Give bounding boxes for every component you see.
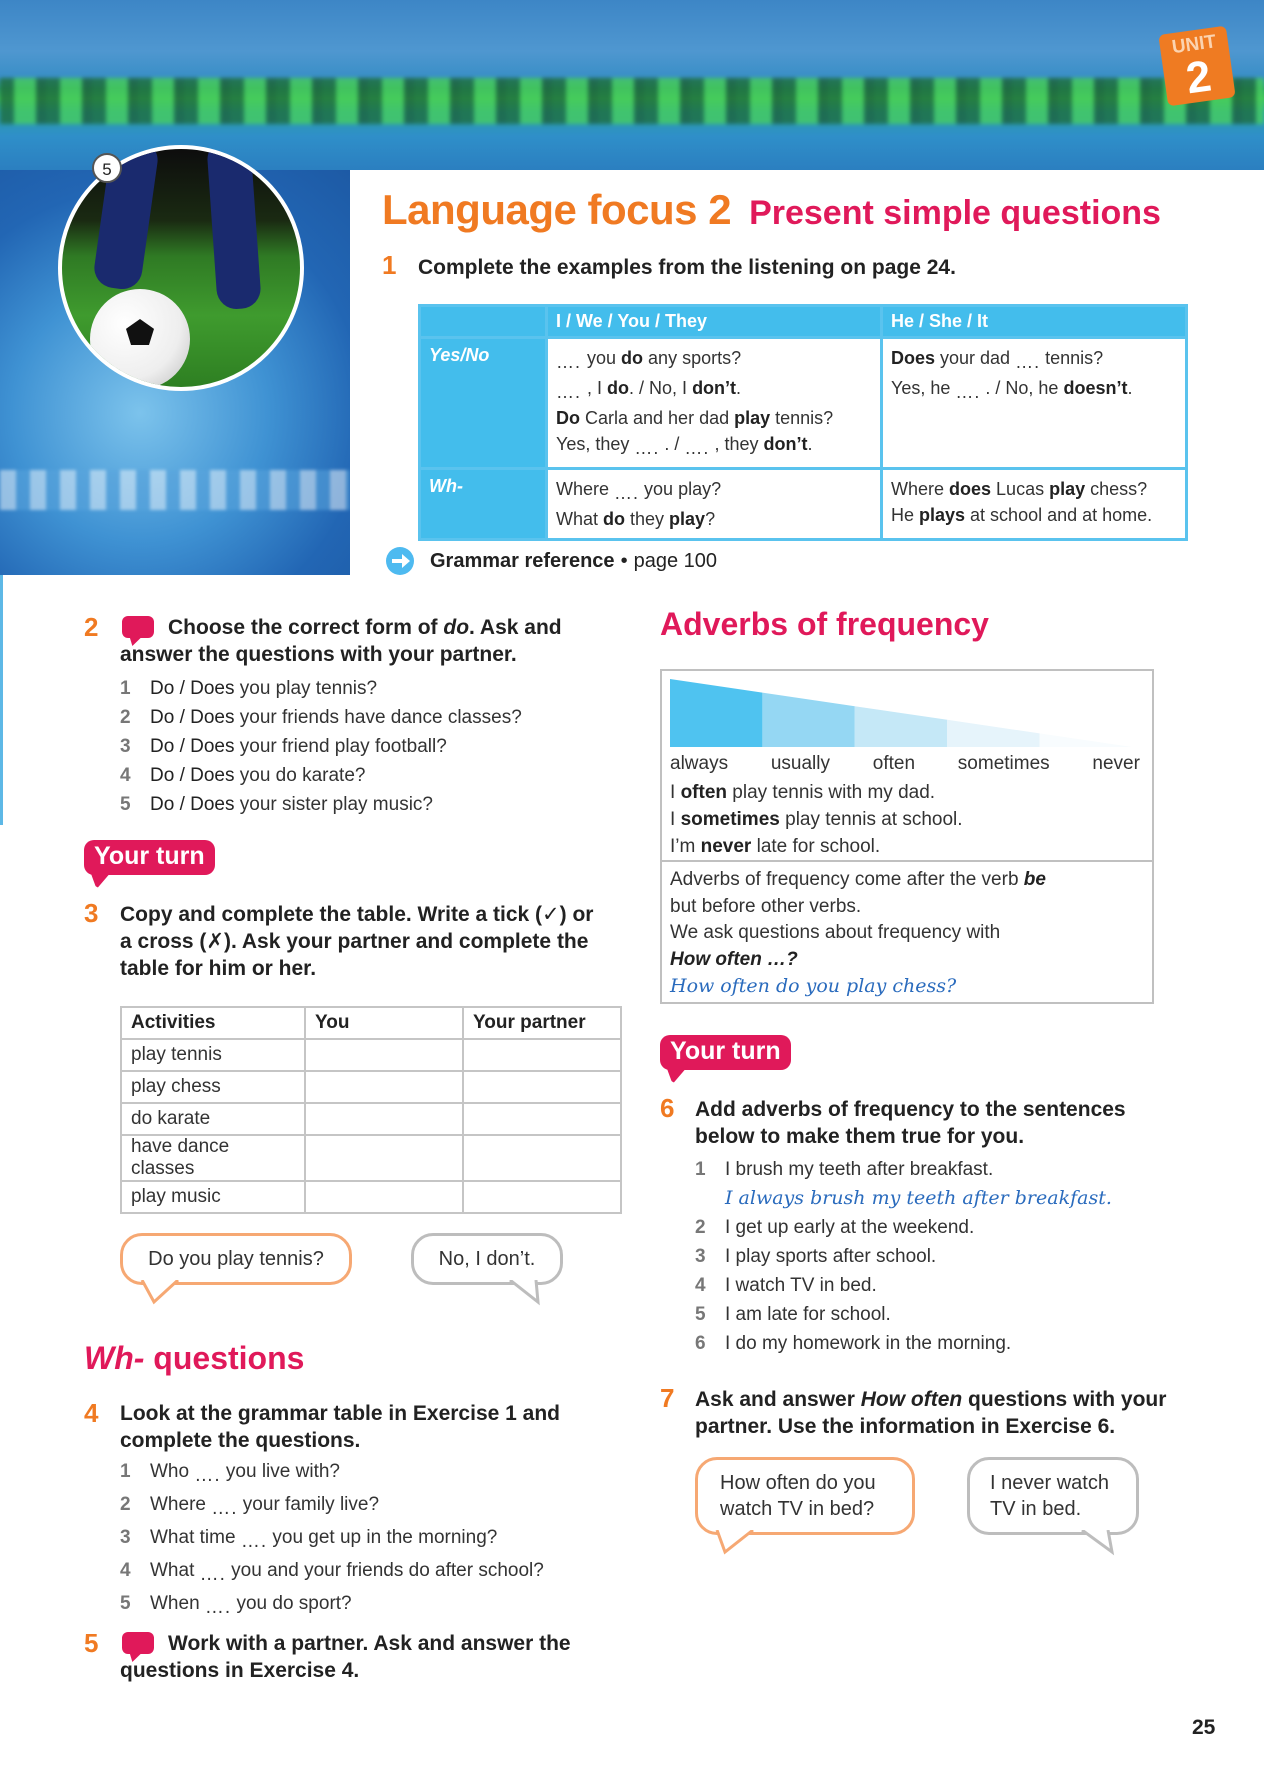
rule-emphasis: be: [1023, 869, 1046, 890]
you-cell[interactable]: [305, 1181, 463, 1213]
unit-badge: [1158, 26, 1235, 107]
exercise-7-instruction: [695, 1386, 1205, 1440]
text: you: [587, 348, 622, 368]
text: , I: [587, 378, 608, 398]
cell-line: [556, 476, 872, 506]
item-number: 1: [695, 1159, 706, 1180]
item-number: 4: [120, 1560, 131, 1581]
example-line: [670, 833, 963, 860]
speech-bubble-question: [120, 1233, 352, 1285]
choice[interactable]: Do / Does: [150, 707, 235, 728]
blank[interactable]: ….: [634, 438, 660, 458]
text: tennis?: [770, 408, 834, 428]
partner-cell[interactable]: [463, 1181, 621, 1213]
adverbs-heading: Adverbs of frequency: [660, 606, 989, 642]
text: What: [556, 509, 604, 529]
ex-text: I’m: [670, 836, 701, 857]
grammar-cell: [882, 469, 1187, 540]
bold-text: do: [603, 509, 626, 529]
adverb-rules: [670, 867, 1046, 1000]
partner-cell[interactable]: [463, 1039, 621, 1071]
ex-text: play tennis at school.: [779, 809, 963, 830]
list-item: [120, 761, 522, 790]
grammar-cell: [547, 469, 882, 540]
scale-label: never: [1092, 753, 1140, 774]
table-row: [121, 1071, 621, 1103]
exercise-5-instruction: Work with a partner. Ask and answer the questions in Exercise 4.: [120, 1632, 571, 1682]
you-cell[interactable]: [305, 1135, 463, 1181]
ex-text: late for school.: [751, 836, 881, 857]
exercise-4-list: [120, 1457, 544, 1622]
list-item: [120, 674, 522, 703]
text: Yes, they: [556, 434, 635, 454]
lane-rope: [0, 78, 1264, 124]
text: Lucas: [991, 479, 1050, 499]
grammar-cell: [882, 338, 1187, 469]
item-text: I get up early at the weekend.: [725, 1217, 975, 1238]
text: . /: [659, 434, 685, 454]
activity-cell: play chess: [121, 1071, 305, 1103]
exercise-2-number: 2: [84, 612, 99, 642]
exercise-1-instruction: Complete the examples from the listening on page 24.: [418, 256, 956, 279]
choice[interactable]: Do / Does: [150, 736, 235, 757]
your-turn-label: Your turn: [84, 840, 215, 875]
blank[interactable]: ….: [556, 382, 588, 402]
item-text: your family live?: [237, 1494, 380, 1515]
sock-right: [206, 145, 262, 310]
instr-text: Ask and answer: [695, 1388, 861, 1411]
title-subtitle: Present simple questions: [749, 194, 1161, 232]
bold-text: play: [669, 509, 706, 529]
scale-labels: [670, 753, 1140, 775]
header-cell: You: [305, 1007, 463, 1039]
blank[interactable]: ….: [211, 1498, 238, 1519]
header-cell: He / She / It: [882, 306, 1187, 338]
ex-text: I: [670, 809, 681, 830]
text: ?: [705, 509, 716, 529]
exercise-6-number: 6: [660, 1093, 675, 1123]
list-item: [120, 732, 522, 761]
speech-bubble-answer: [967, 1457, 1139, 1535]
activity-cell: have dance classes: [121, 1135, 305, 1181]
blank[interactable]: ….: [1015, 352, 1041, 372]
list-item: [120, 703, 522, 732]
bold-text: play: [734, 408, 771, 428]
bubble-tail: [715, 1530, 755, 1556]
blank[interactable]: ….: [955, 382, 981, 402]
bold-text: Does: [891, 348, 936, 368]
bold-text: don’t: [692, 378, 737, 398]
rule-line: [670, 867, 1046, 894]
bubble-tail: [508, 1280, 548, 1306]
activity-cell: play music: [121, 1181, 305, 1213]
cell-line: [891, 345, 1177, 375]
text: .: [736, 378, 742, 398]
item-number: 2: [120, 707, 131, 728]
instr-text: Choose the correct form of: [168, 616, 444, 639]
list-item: [695, 1155, 1112, 1184]
grammar-table-header: [420, 306, 1187, 338]
exercise-3-number: 3: [84, 898, 99, 928]
exercise-2-list: [120, 674, 522, 819]
football-photo: [58, 145, 304, 391]
scale-label: sometimes: [957, 753, 1050, 774]
cell-line: [891, 502, 1177, 528]
cell-line: [556, 506, 872, 532]
item-text: you and your friends do after school?: [225, 1560, 544, 1581]
blank[interactable]: ….: [194, 1465, 221, 1486]
item-text: I watch TV in bed.: [725, 1275, 877, 1296]
rule-line: We ask questions about frequency with: [670, 922, 1001, 943]
item-text: I do my homework in the morning.: [725, 1333, 1012, 1354]
football-icon: [90, 289, 190, 389]
grammar-row-wh: [420, 469, 1187, 540]
scale-label: always: [670, 753, 729, 774]
list-item: [695, 1271, 1112, 1300]
scale-label: usually: [770, 753, 830, 774]
heading-text: questions: [144, 1340, 305, 1376]
partner-cell[interactable]: [463, 1071, 621, 1103]
item-text: I am late for school.: [725, 1304, 891, 1325]
list-item: [120, 1523, 544, 1556]
unit-label: UNIT: [1170, 31, 1218, 59]
activity-cell: do karate: [121, 1103, 305, 1135]
bold-text: don’t: [763, 434, 808, 454]
example-question: How often do you play chess?: [670, 975, 957, 997]
text: you play?: [639, 479, 722, 499]
frequency-scale: [662, 671, 1156, 751]
item-text: you get up in the morning?: [267, 1527, 498, 1548]
grammar-reference-link[interactable]: [386, 547, 717, 575]
blank[interactable]: ….: [556, 352, 588, 372]
bold-text: does: [949, 479, 992, 499]
bubble-text: No, I don’t.: [438, 1248, 536, 1270]
page-title: [382, 186, 1161, 234]
example-line: [670, 779, 963, 806]
exercise-2-instruction: [120, 614, 610, 668]
table-row: [121, 1039, 621, 1071]
item-number: 3: [695, 1246, 706, 1267]
model-answer: I always brush my teeth after breakfast.: [725, 1187, 1112, 1209]
item-number: 5: [120, 1593, 131, 1614]
exercise-6-instruction: Add adverbs of frequency to the sentences below to make them true for you.: [695, 1098, 1126, 1148]
bubble-text: I never watch TV in bed.: [990, 1472, 1109, 1520]
scale-segment-never: [1040, 733, 1132, 747]
table-header: [121, 1007, 621, 1039]
item-number: 5: [695, 1304, 706, 1325]
blank[interactable]: ….: [614, 483, 640, 503]
bubble-text: How often do you watch TV in bed?: [720, 1472, 876, 1520]
ex-bold: often: [680, 782, 727, 803]
text: . / No, he: [980, 378, 1064, 398]
table-row: [121, 1181, 621, 1213]
list-item: [695, 1329, 1112, 1358]
text: Where: [556, 479, 615, 499]
grammar-table: [418, 304, 1188, 541]
item-number: 2: [695, 1217, 706, 1238]
item-number: 6: [695, 1333, 706, 1354]
table-row: [121, 1135, 621, 1181]
item-number: 3: [120, 736, 131, 757]
item-text: your sister play music?: [234, 794, 433, 815]
text: Where: [891, 479, 950, 499]
title-main: Language focus 2: [382, 186, 732, 233]
item-number: 5: [120, 794, 131, 815]
text: He: [891, 505, 920, 525]
grammar-row-yes-no: [420, 338, 1187, 469]
arrow-right-icon: [386, 547, 414, 575]
item-number: 1: [120, 678, 131, 699]
bubble-tail: [1080, 1530, 1120, 1556]
item-text: your friends have dance classes?: [234, 707, 522, 728]
text: tennis?: [1040, 348, 1104, 368]
choice[interactable]: Do / Does: [150, 678, 235, 699]
text: .: [807, 434, 813, 454]
header-cell: Activities: [121, 1007, 305, 1039]
rule-emphasis: How often …?: [670, 948, 798, 970]
item-number: 4: [695, 1275, 706, 1296]
item-text: you do karate?: [234, 765, 366, 786]
unit-number: 2: [1183, 51, 1215, 104]
you-cell[interactable]: [305, 1039, 463, 1071]
ex-text: play tennis with my dad.: [727, 782, 936, 803]
list-item: [695, 1213, 1112, 1242]
grammar-reference-page: page 100: [633, 549, 717, 572]
item-text: your friend play football?: [234, 736, 447, 757]
item-number: 3: [120, 1527, 131, 1548]
list-item: [120, 1457, 544, 1490]
rule-line: but before other verbs.: [670, 895, 862, 917]
bold-text: doesn’t: [1063, 378, 1128, 398]
ex-bold: sometimes: [680, 809, 780, 830]
cell-line: [556, 345, 872, 375]
item-text: you play tennis?: [234, 678, 378, 699]
item-text: What: [150, 1560, 200, 1581]
bubble-text: Do you play tennis?: [148, 1248, 324, 1270]
exercise-6-list: [695, 1155, 1112, 1358]
partner-cell[interactable]: [463, 1103, 621, 1135]
blank[interactable]: ….: [684, 438, 710, 458]
edge-strip: [0, 575, 3, 825]
text: Yes, he: [891, 378, 956, 398]
item-number: 2: [120, 1494, 131, 1515]
exercise-5-number: 5: [84, 1628, 99, 1658]
choice[interactable]: Do / Does: [150, 765, 235, 786]
text: any sports?: [643, 348, 742, 368]
exercise-1-number: 1: [382, 250, 397, 280]
row-label: Yes/No: [420, 338, 547, 469]
item-text: you do sport?: [231, 1593, 352, 1614]
header-cell: [420, 306, 547, 338]
text: Carla and her dad: [580, 408, 735, 428]
activities-table: [120, 1006, 622, 1214]
item-text: you live with?: [220, 1461, 340, 1482]
partner-cell[interactable]: [463, 1135, 621, 1181]
bold-text: do: [607, 378, 630, 398]
grammar-cell: [547, 338, 882, 469]
example-line: [670, 806, 963, 833]
instr-text: . Ask and answer the questions with your partner.: [120, 616, 562, 666]
table-row: [121, 1103, 621, 1135]
item-number: 4: [120, 765, 131, 786]
item-text: I play sports after school.: [725, 1246, 937, 1267]
page-number: 25: [1192, 1716, 1216, 1739]
blank[interactable]: ….: [240, 1531, 268, 1552]
wh-questions-heading: [84, 1340, 304, 1377]
exercise-4-instruction: Look at the grammar table in Exercise 1 and complete the questions.: [120, 1402, 560, 1452]
bullet: •: [620, 549, 628, 572]
item-text: What time: [150, 1527, 241, 1548]
photo-number-badge: 5: [92, 153, 122, 183]
bold-text: plays: [919, 505, 966, 525]
rule-text: Adverbs of frequency come after the verb: [670, 869, 1024, 890]
cell-line: [556, 375, 872, 405]
text: .: [1127, 378, 1133, 398]
scale-segment-often: [855, 706, 947, 747]
item-text: Who: [150, 1461, 195, 1482]
row-label: Wh-: [420, 469, 547, 540]
header-cell: Your partner: [463, 1007, 621, 1039]
list-item: [695, 1300, 1112, 1329]
list-item: [120, 1490, 544, 1523]
exercise-3-instruction: Copy and complete the table. Write a tick (✓) or a cross (✗). Ask your partner and complete the table for him or her.: [120, 903, 594, 980]
text: chess?: [1085, 479, 1148, 499]
text: , they: [709, 434, 764, 454]
list-item: [695, 1242, 1112, 1271]
header-cell: I / We / You / They: [547, 306, 882, 338]
instr-text: questions with your partner. Use the information in Exercise 6.: [695, 1388, 1167, 1438]
scale-segment-sometimes: [947, 720, 1039, 747]
exercise-7-number: 7: [660, 1383, 675, 1413]
instr-emphasis: do: [443, 616, 470, 639]
item-number: 1: [120, 1461, 131, 1482]
text: at school and at home.: [965, 505, 1153, 525]
blank[interactable]: ….: [204, 1597, 232, 1618]
text: they: [625, 509, 670, 529]
bubble-tail: [140, 1280, 180, 1306]
list-item: [120, 790, 522, 819]
you-cell[interactable]: [305, 1103, 463, 1135]
bold-text: do: [621, 348, 644, 368]
text: your dad: [935, 348, 1016, 368]
scale-segment-usually: [762, 693, 854, 747]
bold-text: play: [1049, 479, 1086, 499]
divider: [662, 860, 1152, 862]
instr-emphasis: How often: [860, 1388, 963, 1411]
lane-rope-reflection: [0, 470, 350, 510]
list-item: [120, 1556, 544, 1589]
cell-line: [891, 476, 1177, 502]
grammar-reference-label: Grammar reference: [430, 549, 615, 572]
exercise-4-number: 4: [84, 1398, 99, 1428]
activity-cell: play tennis: [121, 1039, 305, 1071]
bold-text: Do: [556, 408, 580, 428]
list-item: [120, 1589, 544, 1622]
cell-line: [556, 431, 872, 461]
item-text: Where: [150, 1494, 212, 1515]
item-text: I brush my teeth after breakfast.: [725, 1159, 994, 1180]
adverbs-box: [660, 669, 1154, 1004]
ex-bold: never: [700, 836, 752, 857]
ex-text: I: [670, 782, 681, 803]
text: . / No, I: [629, 378, 693, 398]
adverb-examples: [670, 779, 963, 860]
your-turn-label: Your turn: [660, 1035, 791, 1070]
blank[interactable]: ….: [199, 1564, 226, 1585]
item-text: When: [150, 1593, 205, 1614]
you-cell[interactable]: [305, 1071, 463, 1103]
cell-line: [556, 405, 872, 431]
cell-line: [891, 375, 1177, 405]
heading-emphasis: Wh-: [84, 1340, 145, 1376]
speech-bubble-answer: [411, 1233, 563, 1285]
scale-segment-always: [670, 679, 762, 747]
speech-bubble-question: [695, 1457, 915, 1535]
choice[interactable]: Do / Does: [150, 794, 235, 815]
scale-label: often: [872, 753, 916, 774]
